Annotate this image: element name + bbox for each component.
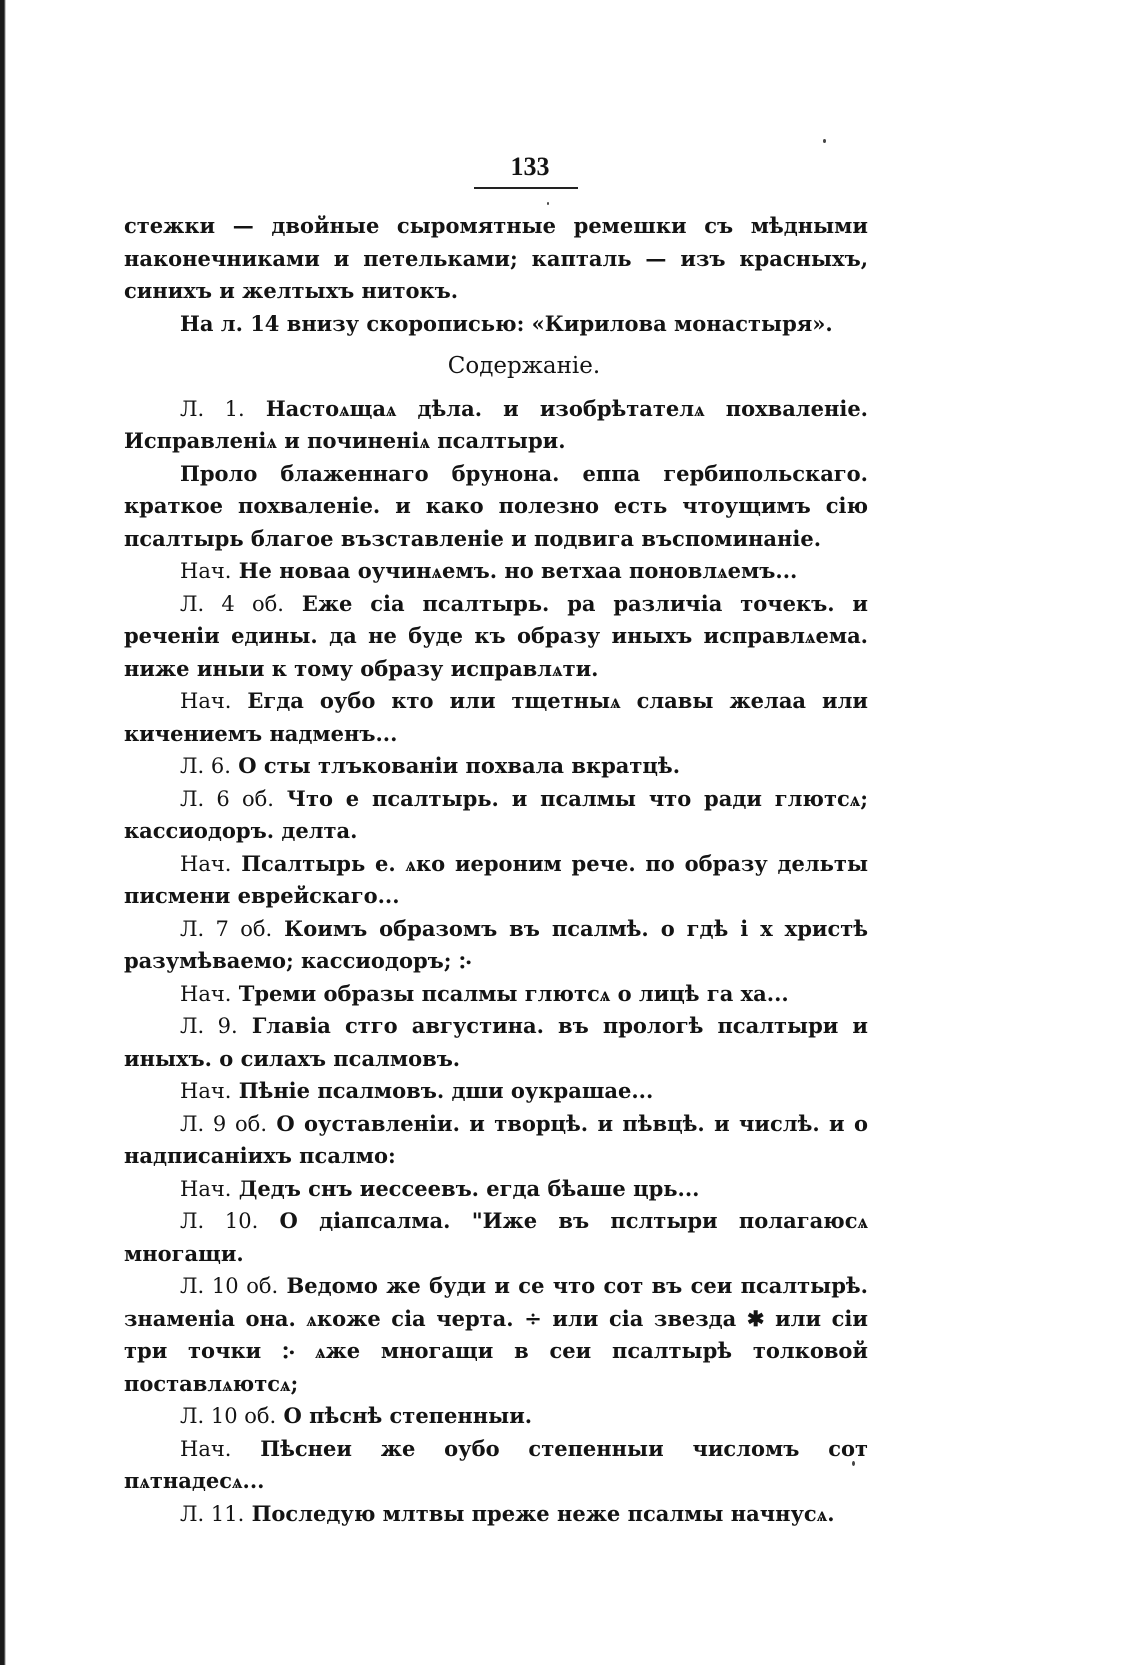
page-number: 133: [510, 152, 550, 181]
entry-text: Псалтырь е. ѧко иероним рече. по образу дельты писмени еврейскаго...: [124, 850, 869, 908]
contents-entry: [124, 1433, 868, 1498]
contents-entry: [124, 685, 868, 750]
scan-speck: [823, 139, 826, 143]
entry-text: Не новаа оучинѧемъ. но ветхаа поновлѧемъ...: [238, 558, 798, 583]
entry-text: Дедъ снъ иессеевъ. егда бѣаше црь...: [238, 1175, 700, 1201]
contents-entry: [124, 1205, 868, 1270]
entry-label: Л. 7 об.: [180, 916, 273, 941]
entry-text: Что е псалтырь. и псалмы что ради глютсѧ; кассиодоръ. делта.: [124, 785, 868, 843]
entry-label: Л. 10 об.: [180, 1404, 277, 1428]
entry-label: Л. 6 об.: [180, 786, 274, 811]
entry-text: Егда оубо кто или тщетныѧ славы желаа или кичениемъ надменъ...: [124, 688, 868, 746]
contents-entry: [124, 458, 868, 556]
entry-text: Пѣснеи же оубо степенныи числомъ сот пѧтнадесѧ...: [124, 1435, 868, 1493]
contents-entry: [124, 1173, 868, 1206]
entry-text: О діапсалма. "Иже въ пслтыри полагаюсѧ многащи.: [124, 1208, 868, 1266]
body-text: [124, 210, 868, 1530]
contents-entry: [124, 588, 868, 686]
contents-entry: [124, 1108, 868, 1173]
contents-entry: [124, 750, 868, 783]
contents-entry: [124, 1400, 868, 1433]
contents-entry: [124, 1075, 868, 1108]
entry-label: Нач.: [180, 559, 232, 583]
contents-entry: [124, 978, 868, 1011]
entry-label: Нач.: [180, 1079, 232, 1103]
entry-label: Л. 6.: [180, 754, 231, 778]
entry-label: Нач.: [180, 1436, 232, 1461]
provenance-note: На л. 14 внизу скорописью: «Кирилова монастыря».: [180, 310, 833, 336]
entry-text: Еже сіа псалтырь. ра различіа точекъ. и реченіи едины. да не буде къ образу иныхъ исправлѧема. ниже иныи к тому образу исправлѧти.: [124, 590, 869, 681]
entry-text: Пѣніе псалмовъ. дши оукрашае...: [238, 1078, 654, 1103]
entry-label: Нач.: [180, 981, 232, 1006]
entry-label: Л. 10.: [180, 1209, 259, 1233]
entry-text: Коимъ образомъ въ псалмѣ. о гдѣ і х христѣ разумѣваемо; кассиодоръ; ჻: [124, 915, 869, 973]
contents-entry: [124, 393, 868, 458]
entry-label: Л. 4 об.: [180, 591, 284, 616]
contents-entry: [124, 1270, 868, 1400]
entry-label: Л. 9.: [180, 1014, 238, 1038]
entry-text: О пѣснѣ степенныи.: [283, 1403, 533, 1428]
entry-label: Нач.: [180, 689, 232, 713]
contents-entry: [124, 783, 868, 848]
entry-text: Треми образы псалмы глютсѧ о лицѣ га ха...: [238, 980, 789, 1006]
contents-entry: [124, 555, 868, 588]
scan-speck: [852, 1461, 855, 1466]
entry-text: Последую млтвы преже неже псалмы начнусѧ.: [251, 1500, 835, 1526]
entry-label: Л. 11.: [180, 1501, 245, 1526]
entry-text: О оуставленіи. и творцѣ. и пѣвцѣ. и числѣ. и о надписаніихъ псалмо:: [124, 1110, 868, 1168]
entry-label: Л. 10 об.: [180, 1274, 279, 1298]
entry-text: Ведомо же буди и се что сот въ сеи псалтырѣ. знаменіа она. ѧкоже сіа черта. ÷ или сіа звезда ✱ или сіи три точки ჻ ѧже многащи в сеи псалтырѣ толковой поставлѧютсѧ;: [124, 1273, 868, 1396]
entry-text: Настоѧщаѧ дѣла. и изобрѣтателѧ похваленіе. Исправленіѧ и починеніѧ псалтыри.: [124, 395, 868, 453]
entry-label: Нач.: [180, 851, 232, 876]
entry-text: Проло блаженнаго брунона. еппа гербипольскаго. краткое похваленіе. и како полезно есть чтоущимъ сію псалтырь благое възставленіе и подвига въспоминаніе.: [124, 460, 868, 551]
opening-lines: стежки — двойные сыромятные ремешки съ мѣдными наконечниками и петельками; капталь — изъ красныхъ, синихъ и желтыхъ нитокъ.: [124, 213, 868, 303]
contents-entry: [124, 848, 868, 913]
contents-entry: [124, 1498, 868, 1531]
contents-entry: [124, 913, 868, 978]
entry-label: Л. 1.: [180, 396, 245, 421]
contents-entry: [124, 1010, 868, 1075]
entry-label: Л. 9 об.: [180, 1111, 267, 1136]
section-title: Содержаніе.: [447, 353, 601, 379]
entry-label: Нач.: [180, 1176, 232, 1201]
page-number-rule: [474, 187, 578, 189]
entry-text: О сты тлъкованіи похвала вкратцѣ.: [238, 753, 681, 778]
scan-speck: [547, 202, 549, 205]
entry-text: Главіа стго августина. въ прологѣ псалтыри и иныхъ. о силахъ псалмовъ.: [124, 1013, 869, 1071]
page-edge-shadow: [0, 0, 6, 1665]
